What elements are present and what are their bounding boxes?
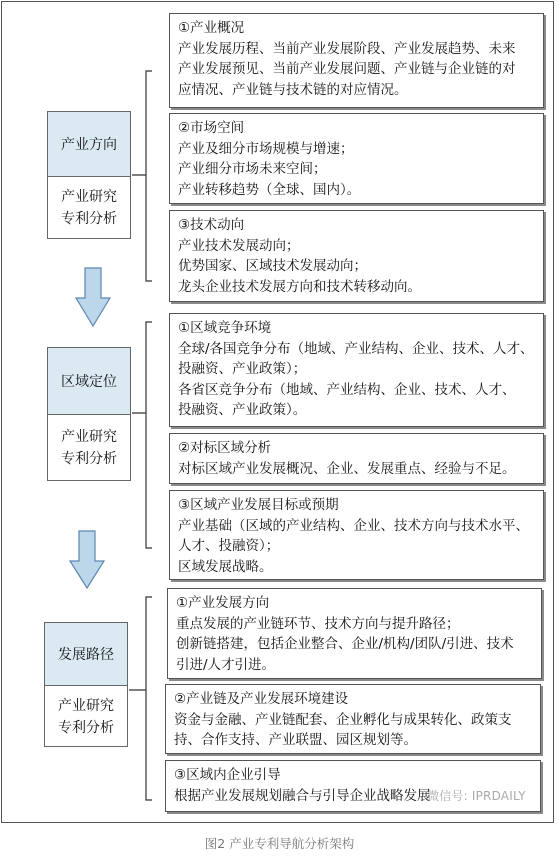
section-1-sub-line-2: 专利分析 (61, 211, 117, 227)
watermark-text: 微信号: IPRDAILY (427, 789, 526, 803)
item-title: ③区域内企业引导 (174, 767, 281, 783)
section-2-item-3 (169, 490, 544, 580)
section-1-brace (132, 71, 152, 281)
item-title: ①产业发展方向 (176, 595, 270, 611)
section-2-item-1 (169, 313, 544, 427)
section-3-item-1 (167, 588, 542, 679)
section-2-item-2 (169, 433, 544, 484)
item-line: 产业转移趋势（全球、国内）。 (178, 181, 361, 198)
item-line: 引进/人才引进。 (176, 656, 276, 673)
section-2-sub-line-2: 专利分析 (61, 451, 117, 467)
figure-caption: 图2 产业专利导航分析架构 (204, 836, 355, 851)
section-2-brace (132, 322, 152, 548)
item-line: 产业及细分市场规模与增速； (178, 140, 354, 157)
section-3-item-2 (165, 684, 541, 754)
section-3-brace (129, 597, 152, 800)
section-3-head-label: 发展路径 (58, 647, 114, 663)
item-line: 各省区竞争分布（地域、产业结构、企业、技术、人才、 (178, 381, 516, 398)
item-line: 龙头企业技术发展方向和技术转移动向。 (178, 278, 421, 295)
item-line: 人才、投融资）； (178, 538, 280, 554)
down-arrow-1 (76, 268, 110, 326)
section-2-sub-line-1: 产业研究 (61, 429, 117, 445)
item-line: 投融资、产业政策）。 (178, 402, 307, 418)
item-line: 持、合作支持、产业联盟、园区规划等。 (174, 732, 417, 748)
item-line: 产业基础（区域的产业结构、企业、技术方向与技术水平、 (178, 517, 529, 534)
item-line: 产业技术发展动向； (178, 237, 300, 254)
item-title: ③区域产业发展目标或预期 (178, 497, 339, 513)
item-line: 投融资、产业政策）； (178, 361, 307, 377)
section-1-item-1 (169, 13, 544, 108)
section-1-item-2 (169, 113, 544, 204)
item-title: ②对标区域分析 (178, 440, 272, 456)
item-line: 优势国家、区域技术发展动向； (178, 258, 367, 274)
item-title: ①产业概况 (178, 20, 245, 36)
item-title: ①区域竞争环境 (178, 320, 272, 336)
item-line: 创新链搭建，包括企业整合、企业/机构/团队/引进、技术 (176, 636, 514, 652)
section-3-sub-line-1: 产业研究 (58, 697, 114, 714)
section-3-sub-line-2: 专利分析 (58, 719, 114, 736)
item-line: 资金与金融、产业链配套、企业孵化与成果转化、政策支 (174, 711, 512, 728)
section-3-item-3 (165, 760, 541, 812)
section-1-sub-line-1: 产业研究 (61, 189, 117, 205)
item-line: 应情况、产业链与技术链的对应情况。 (178, 81, 408, 98)
item-line: 区域发展战略。 (178, 558, 273, 575)
item-line: 产业发展预见、当前产业发展问题、产业链与企业链的对 (178, 61, 516, 77)
item-title: ②市场空间 (178, 120, 245, 136)
section-1-item-3 (169, 210, 544, 302)
section-1-head-label: 产业方向 (61, 137, 117, 153)
item-line: 产业细分市场未来空间； (178, 161, 327, 177)
item-title: ③技术动向 (178, 217, 245, 233)
item-line: 产业发展历程、当前产业发展阶段、产业发展趋势、未来 (178, 40, 516, 57)
item-line: 重点发展的产业链环节、技术方向与提升路径； (176, 615, 460, 632)
item-title: ②产业链及产业发展环境建设 (174, 691, 349, 707)
item-line: 对标区域产业发展概况、企业、发展重点、经验与不足。 (178, 460, 516, 477)
section-2-head-label: 区域定位 (61, 374, 117, 390)
down-arrow-2 (70, 531, 104, 588)
item-line: 全球/各国竞争分布（地域、产业结构、企业、技术、人才、 (178, 340, 534, 357)
item-line: 根据产业发展规划融合与引导企业战略发展 (174, 787, 431, 804)
